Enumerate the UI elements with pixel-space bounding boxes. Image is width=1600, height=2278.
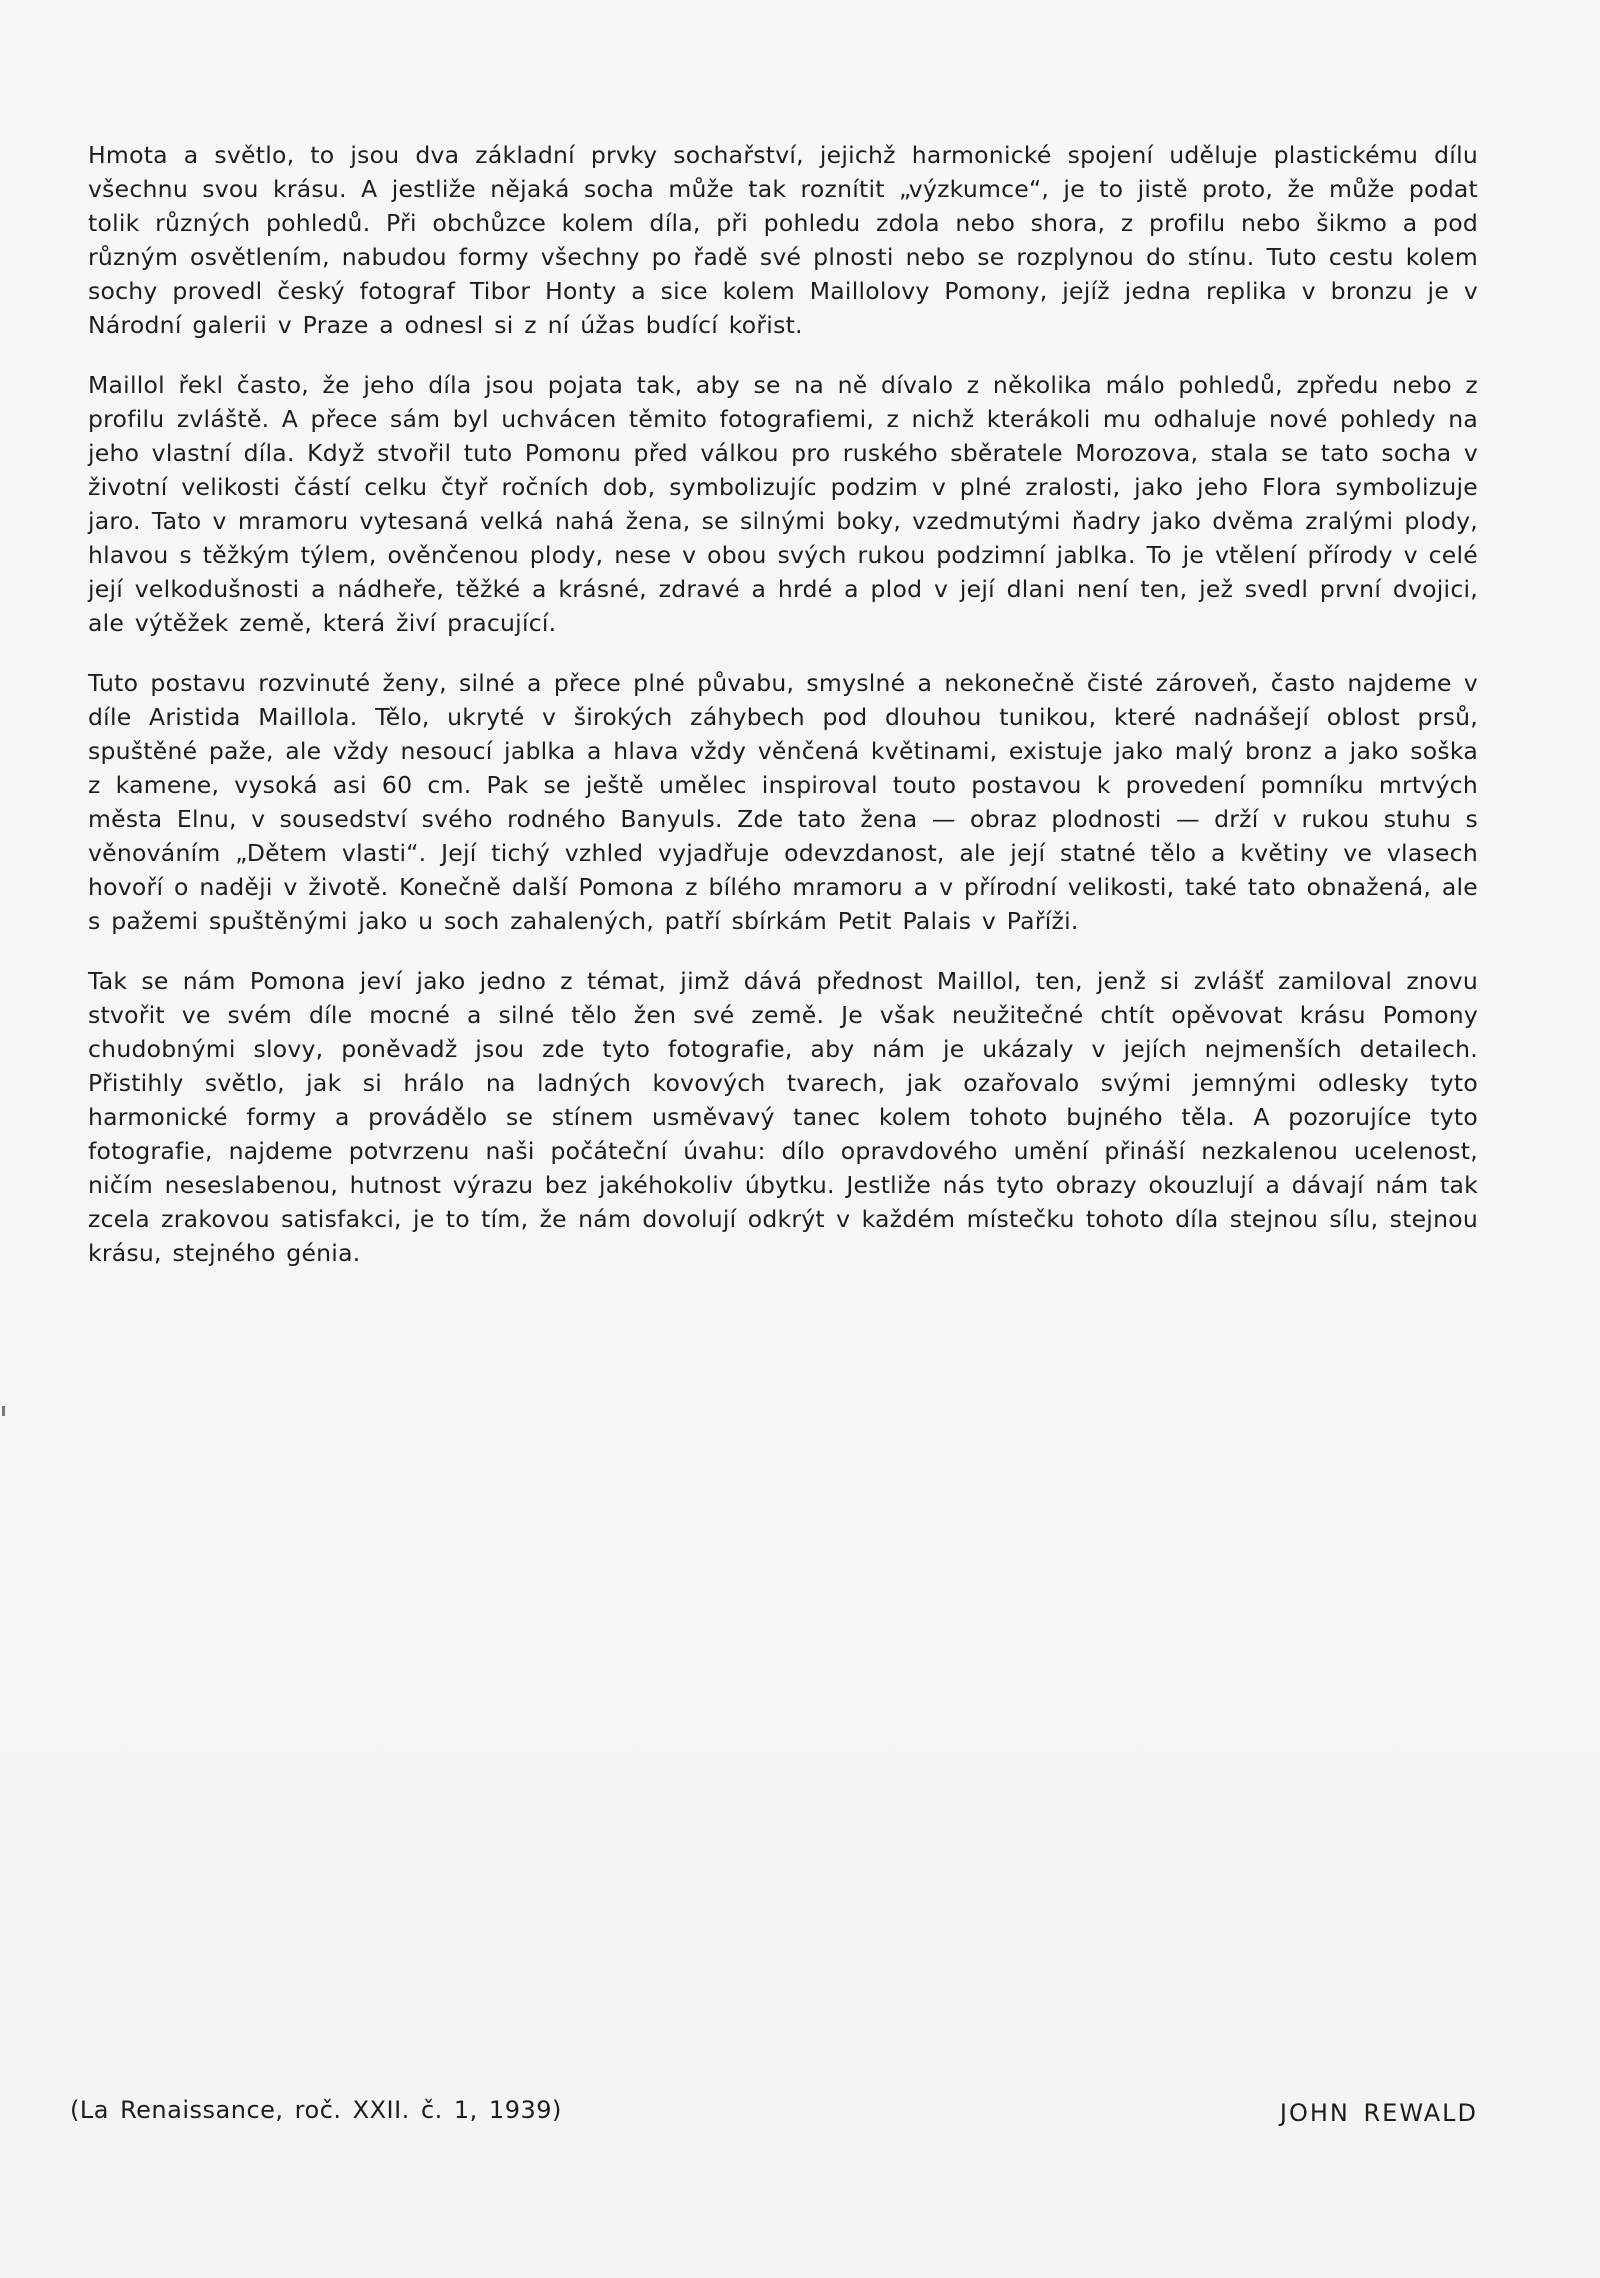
article-body: [88, 138, 1478, 1296]
source-citation: (La Renaissance, roč. XXII. č. 1, 1939): [70, 2096, 562, 2124]
scan-edge-mark: [2, 1406, 5, 1416]
paragraph-4: Tak se nám Pomona jeví jako jedno z témat, jimž dává přednost Maillol, ten, jenž si zvlášť zamiloval znovu stvořit ve svém díle mocné a silné tělo žen své země. Je však neužitečné chtít opěvovat krásu Pomony chudobnými slovy, poněvadž jsou zde tyto fotografie, aby nám je ukázaly v jejích nejmenších detailech. Přistihly světlo, jak si hrálo na ladných kovových tvarech, jak ozařovalo svými jemnými odlesky tyto harmonické formy a provádělo se stínem usměvavý tanec kolem tohoto bujného těla. A pozorujíce tyto fotografie, najdeme potvrzenu naši počáteční úvahu: dílo opravdového umění přináší nezkalenou ucelenost, ničím neseslabenou, hutnost výrazu bez jakéhokoliv úbytku. Jestliže nás tyto obrazy okouzlují a dávají nám tak zcela zrakovou satisfakci, je to tím, že nám dovolují odkrýt v každém místečku tohoto díla stejnou sílu, stejnou krásu, stejného génia.: [88, 967, 1478, 1267]
paragraph-2: Maillol řekl často, že jeho díla jsou pojata tak, aby se na ně dívalo z několika málo pohledů, zpředu nebo z profilu zvláště. A přece sám byl uchvácen těmito fotografiemi, z nichž kterákoli mu odhaluje nové pohledy na jeho vlastní díla. Když stvořil tuto Pomonu před válkou pro ruského sběratele Morozova, stala se tato socha v životní velikosti částí celku čtyř ročních dob, symbolizujíc podzim v plné zralosti, jako jeho Flora symbolizuje jaro. Tato v mramoru vytesaná velká nahá žena, se silnými boky, vzedmutými ňadry jako dvěma zralými plody, hlavou s těžkým týlem, ověnčenou plody, nese v obou svých rukou podzimní jablka. To je vtělení přírody v celé její velkodušnosti a nádheře, těžké a krásné, zdravé a hrdé a plod v její dlani není ten, jež svedl první dvojici, ale výtěžek země, která živí pracující.: [88, 371, 1478, 637]
paragraph-3: Tuto postavu rozvinuté ženy, silné a přece plné půvabu, smyslné a nekonečně čisté zároveň, často najdeme v díle Aristida Maillola. Tělo, ukryté v širokých záhybech pod dlouhou tunikou, které nadnášejí oblost prsů, spuštěné paže, ale vždy nesoucí jablka a hlava vždy věnčená květinami, existuje jako malý bronz a jako soška z kamene, vysoká asi 60 cm. Pak se ještě umělec inspiroval touto postavou k provedení pomníku mrtvých města Elnu, v sousedství svého rodného Banyuls. Zde tato žena — obraz plodnosti — drží v rukou stuhu s věnováním „Dětem vlasti“. Její tichý vzhled vyjadřuje odevzdanost, ale její statné tělo a květiny ve vlasech hovoří o naději v životě. Konečně další Pomona z bílého mramoru a v přírodní velikosti, také tato obnažená, ale s pažemi spuštěnými jako u soch zahalených, patří sbírkám Petit Palais v Paříži.: [88, 669, 1478, 935]
paragraph-1: Hmota a světlo, to jsou dva základní prvky sochařství, jejichž harmonické spojení uděluje plastickému dílu všechnu svou krásu. A jestliže nějaká socha může tak roznítit „výzkumce“, je to jistě proto, že může podat tolik různých pohledů. Při obchůzce kolem díla, při pohledu zdola nebo shora, z profilu nebo šikmo a pod různým osvětlením, nabudou formy všechny po řadě své plnosti nebo se rozplynou do stínu. Tuto cestu kolem sochy provedl český fotograf Tibor Honty a sice kolem Maillolovy Pomony, jejíž jedna replika v bronzu je v Národní galerii v Praze a odnesl si z ní úžas budící kořist.: [88, 141, 1478, 339]
author-name: JOHN REWALD: [1279, 2099, 1478, 2127]
